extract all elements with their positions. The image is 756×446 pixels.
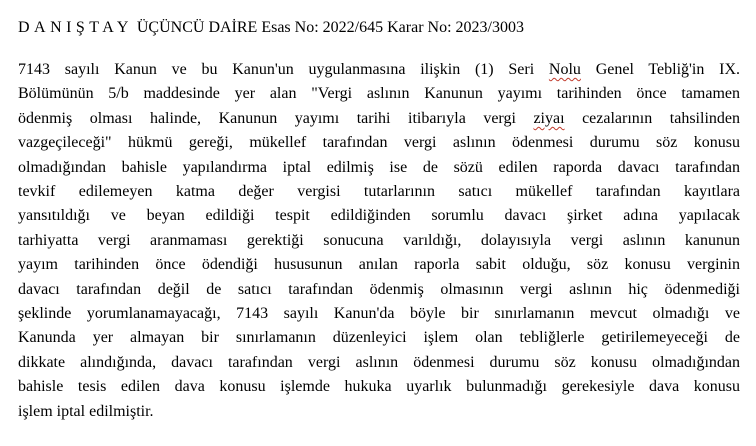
body-line [18, 375, 740, 399]
body-line [18, 58, 740, 82]
court-name-spaced: DANIŞTAY [18, 19, 133, 36]
body-text-segment: dikkate alındığında, davacı tarafından vergi aslının ödenmesi durumu söz konusu olmadığından [18, 353, 740, 371]
body-text-segment: yansıtıldığı ve beyan edildiği tespit edildiğinden sorumlu davacı şirket adına yapılacak [18, 207, 740, 225]
body-text-segment: 7143 sayılı Kanun ve bu Kanun'un uygulanmasına ilişkin (1) Seri [18, 61, 549, 78]
body-text-segment: işlem iptal edilmiştir. [18, 402, 154, 420]
document-page [18, 18, 740, 424]
body-text-segment: tarhiyatta vergi aranmaması gerektiği sonucuna varıldığı, dolayısıyla vergi aslının kanunun [18, 231, 740, 249]
body-line [18, 278, 740, 302]
body-line [18, 131, 740, 155]
spellcheck-flagged-word: ziyaı [533, 109, 565, 127]
body-text-segment: Kanunda yer almayan bir sınırlamanın düzenleyici işlem olan tebliğlerle getirilemeyeceği de [18, 329, 740, 347]
document-header [18, 18, 740, 38]
body-text-segment: yayım tarihinden önce ödendiği hususunun anılan raporla sabit olduğu, söz konusu verginin [18, 256, 740, 274]
body-line [18, 326, 740, 350]
body-text-segment: tevkif edilemeyen katma değer vergisi tutarlarının satıcı mükellef tarafından kayıtlara [18, 183, 740, 201]
body-text-segment: olmadığından bahisle yapılandırma iptal edilmiş ise de sözü edilen raporda davacı tarafından [18, 158, 740, 176]
body-line [18, 204, 740, 228]
body-line [18, 82, 740, 106]
spellcheck-flagged-word: Nolu [548, 61, 581, 78]
body-line [18, 400, 740, 424]
body-line [18, 253, 740, 277]
body-text-segment: şeklinde yorumlanamayacağı, 7143 sayılı Kanun'da böyle bir sınırlamanın mevcut olmadığı ve [18, 305, 740, 323]
body-text-segment: ödenmiş olması halinde, Kanunun yayımı tarihi itibarıyla vergi [18, 109, 534, 127]
body-text-segment: Bölümünün 5/b maddesinde yer alan "Vergi aslının Kanunun yayımı tarihinden önce tamamen [18, 85, 740, 103]
body-text-segment: davacı tarafından değil de satıcı tarafından ödenmiş olmasının vergi aslının hiç ödenmediği [18, 280, 740, 298]
body-line [18, 107, 740, 131]
body-line [18, 351, 740, 375]
case-info: Esas No: 2022/645 Karar No: 2023/3003 [261, 19, 524, 36]
body-text-segment: vazgeçileceği" hükmü gereği, mükellef tarafından vergi aslının ödenmesi durumu söz konusu [18, 134, 740, 152]
court-chamber: ÜÇÜNCÜ DAİRE [136, 19, 258, 36]
body-text-segment: bahisle tesis edilen dava konusu işlemde hukuka uyarlık bulunmadığı gerekesiyle dava konusu [18, 378, 740, 396]
body-line [18, 302, 740, 326]
body-text-segment: Genel Tebliğ'in IX. [580, 61, 740, 78]
document-body [18, 58, 740, 424]
body-line [18, 229, 740, 253]
body-text-segment: cezalarının tahsilinden [564, 109, 740, 127]
body-line [18, 180, 740, 204]
body-line [18, 156, 740, 180]
